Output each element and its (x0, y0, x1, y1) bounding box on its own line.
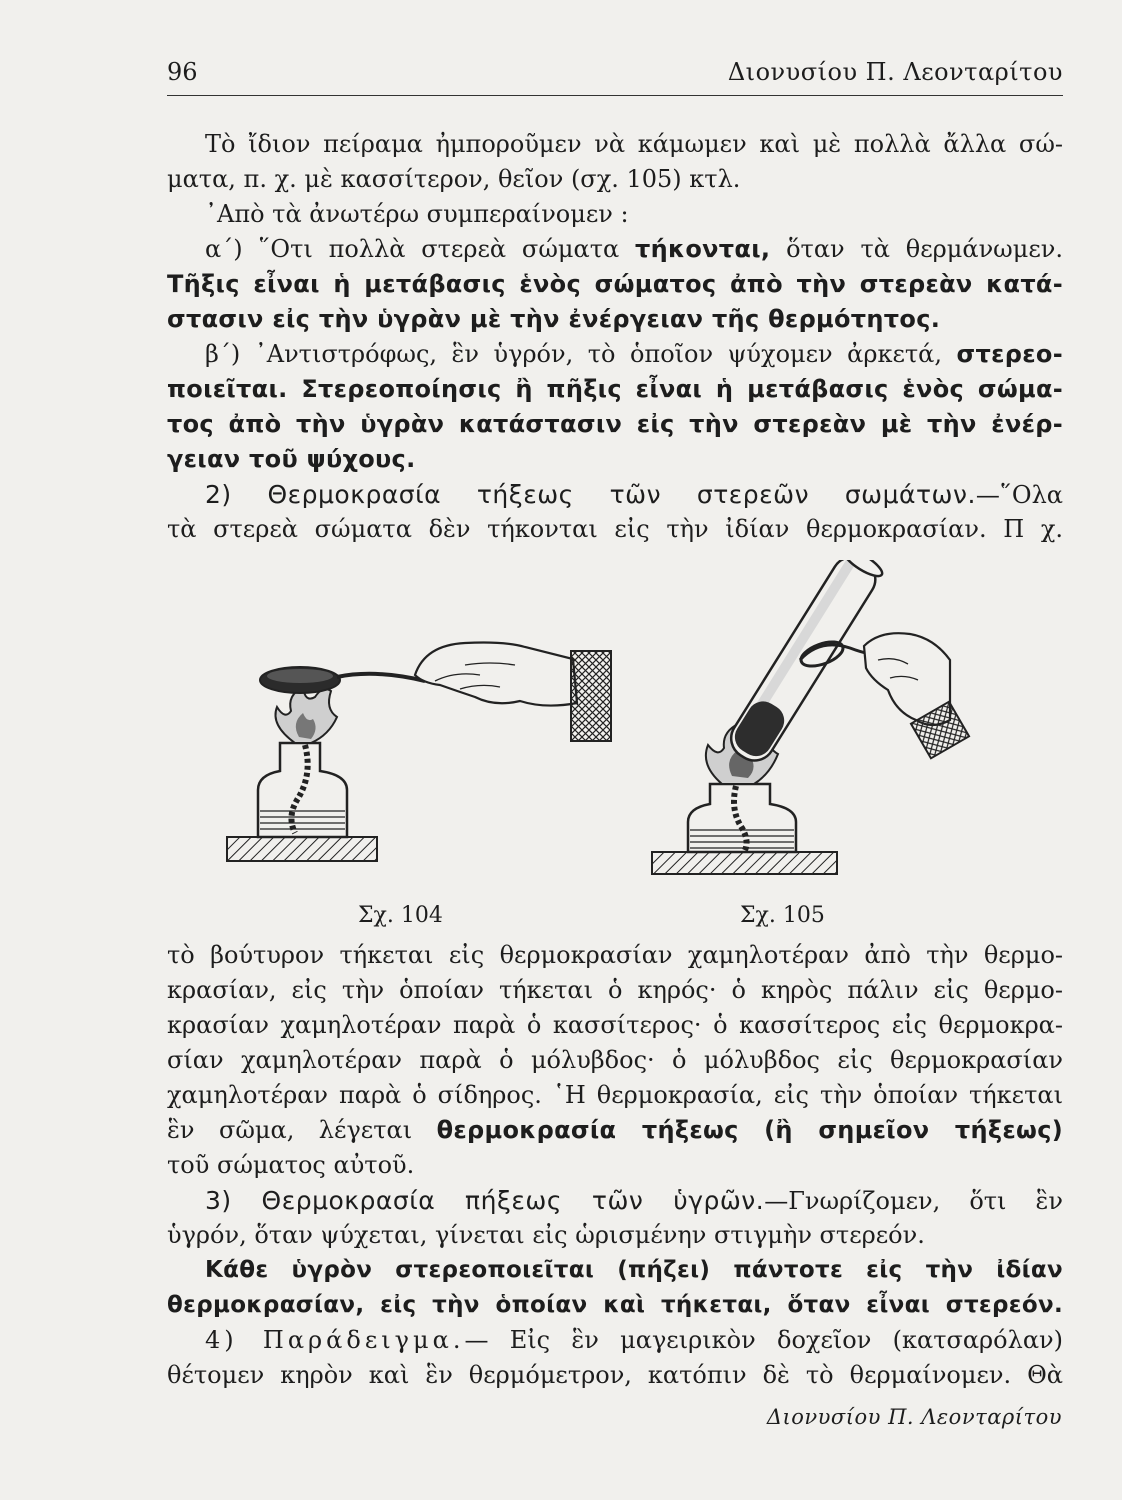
text-line: ὑγρόν, ὅταν ψύχεται, γίνεται εἰς ὡρισμένην στιγμὴν στερεόν. (167, 1221, 925, 1249)
text-line: τοῦ σώματος αὐτοῦ. (167, 1151, 415, 1179)
text-line: Τὸ ἴδιον πείραμα ἠμποροῦμεν νὰ κάμωμεν καὶ μὲ πολλὰ ἄλλα σώ- (205, 130, 1063, 158)
text-line: τὸ βούτυρον τήκεται εἰς θερμοκρασίαν χαμηλοτέραν ἀπὸ τὴν θερμο- (167, 941, 1063, 969)
footer-signature: Διονυσίου Π. Λεονταρίτου (766, 1405, 1062, 1429)
text-span: — Εἰς ἓν μαγειρικὸν δοχεῖον (κατσαρόλαν) (464, 1326, 1063, 1354)
text-span: ἓν σῶμα, λέγεται (167, 1116, 413, 1144)
text-line: χαμηλοτέραν παρὰ ὁ σίδηρος. ῾Η θερμοκρασία, εἰς τὴν ὁποίαν τήκεται (167, 1081, 1063, 1109)
definition-line: στασιν εἰς τὴν ὑγρὰν μὲ τὴν ἐνέργειαν τῆς θερμότητος. (167, 305, 941, 333)
upper-text-block (167, 127, 1063, 547)
header-rule (167, 95, 1063, 96)
section-heading: 2) Θερμοκρασία τήξεως τῶν στερεῶν σωμάτων. (205, 480, 976, 509)
text-line (167, 337, 1063, 372)
figure-104-spoon-over-lamp (225, 625, 635, 875)
text-span: —Γνωρίζομεν, ὅτι ἓν (764, 1187, 1063, 1215)
text-line: τὰ στερεὰ σώματα δὲν τήκονται εἰς τὴν ἰδίαν θερμοκρασίαν. Π χ. (167, 515, 1063, 543)
definition-line: θερμοκρασίαν, εἰς τὴν ὁποίαν καὶ τήκεται, ὅταν εἶναι στερεόν. (167, 1292, 1063, 1318)
section-heading-line (167, 1183, 1063, 1218)
text-line (167, 1113, 1063, 1148)
page-header (167, 58, 1063, 92)
running-head: Διονυσίου Π. Λεονταρίτου (727, 58, 1063, 86)
text-span: β΄) ᾿Αντιστρόφως, ἓν ὑγρόν, τὸ ὁποῖον ψύχομεν ἀρκετά, (205, 340, 943, 368)
figure-105-test-tube-over-lamp (650, 560, 990, 880)
text-line (167, 232, 1063, 267)
text-line: ᾿Απὸ τὰ ἀνωτέρω συμπεραίνομεν : (205, 200, 629, 228)
text-span: —῞Ολα (975, 481, 1063, 509)
definition-line: Κάθε ὑγρὸν στερεοποιεῖται (πήζει) πάντοτε εἰς τὴν ἰδίαν (205, 1257, 1063, 1283)
section-heading-line (167, 477, 1063, 512)
definition-line: τος ἀπὸ τὴν ὑγρὰν κατάστασιν εἰς τὴν στερεὰν μὲ τὴν ἐνέρ- (167, 410, 1063, 438)
example-heading: 4) Παράδειγμα. (205, 1326, 465, 1354)
section-heading: 3) Θερμοκρασία πήξεως τῶν ὑγρῶν. (205, 1186, 765, 1215)
definition-line: ποιεῖται. Στερεοποίησις ἢ πῆξις εἶναι ἡ μετάβασις ἑνὸς σώμα- (167, 375, 1063, 403)
figure-105-caption: Σχ. 105 (740, 903, 825, 928)
page-number: 96 (167, 58, 198, 86)
definition-line: Τῆξις εἶναι ἡ μετάβασις ἑνὸς σώματος ἀπὸ τὴν στερεὰν κατά- (167, 270, 1063, 298)
text-line: κρασίαν χαμηλοτέραν παρὰ ὁ κασσίτερος· ὁ κασσίτερος εἰς θερμοκρα- (167, 1011, 1063, 1039)
text-line: ματα, π. χ. μὲ κασσίτερον, θεῖον (σχ. 105) κτλ. (167, 165, 741, 193)
definition-line: γειαν τοῦ ψύχους. (167, 445, 416, 473)
text-line: σίαν χαμηλοτέραν παρὰ ὁ μόλυβδος· ὁ μόλυβδος εἰς θερμοκρασίαν (167, 1046, 1063, 1074)
text-line: θέτομεν κηρὸν καὶ ἓν θερμόμετρον, κατόπιν δὲ τὸ θερμαίνομεν. Θὰ (167, 1361, 1063, 1389)
lower-text-block (167, 938, 1063, 1393)
bold-term: τήκονται, (635, 235, 771, 263)
text-span: α΄) ῞Οτι πολλὰ στερεὰ σώματα (205, 235, 620, 263)
figure-104-caption: Σχ. 104 (358, 903, 443, 928)
bold-term: θερμοκρασία τήξεως (ἢ σημεῖον τήξεως) (436, 1116, 1063, 1144)
section-heading-line (167, 1323, 1063, 1358)
text-span: ὅταν τὰ θερμάνωμεν. (786, 235, 1063, 263)
bold-term: στερεο- (956, 340, 1063, 368)
text-line: κρασίαν, εἰς τὴν ὁποίαν τήκεται ὁ κηρός· ὁ κηρὸς πάλιν εἰς θερμο- (167, 976, 1063, 1004)
